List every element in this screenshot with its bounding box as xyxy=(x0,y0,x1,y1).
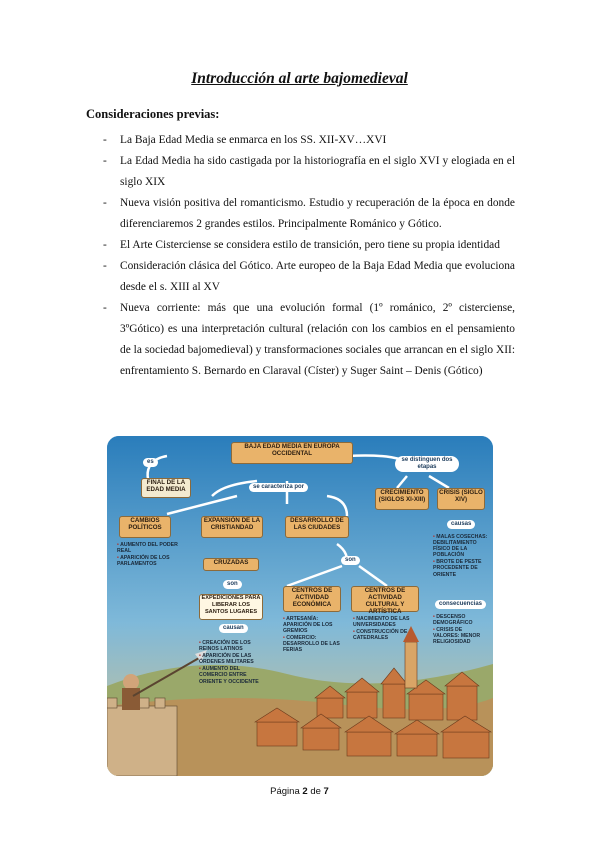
list-item: • CONSTRUCCIÓN DE CATEDRALES xyxy=(353,629,419,641)
list-item xyxy=(103,235,515,256)
box-centros-culturales: CENTROS DE ACTIVIDAD CULTURAL Y ARTÍSTICA xyxy=(351,586,419,612)
box-centros-economicos: CENTROS DE ACTIVIDAD ECONÓMICA xyxy=(283,586,341,612)
bullet-dash: - xyxy=(103,134,107,146)
label-consecuencias: consecuencias xyxy=(435,600,486,609)
footer-page-number: 2 xyxy=(302,786,308,797)
list-item: • AUMENTO DEL COMERCIO ENTRE ORIENTE Y OCCIDENTE xyxy=(199,666,269,684)
box-desarrollo-ciudades: DESARROLLO DE LAS CIUDADES xyxy=(285,516,349,538)
bullet-dash: - xyxy=(103,155,107,167)
bullet-dash: - xyxy=(103,197,107,209)
page-footer xyxy=(0,786,599,797)
causas-list xyxy=(433,534,489,579)
list-item: • CRISIS DE VALORES: MENOR RELIGIOSIDAD xyxy=(433,627,489,645)
footer-page-total: 7 xyxy=(323,786,329,797)
box-crecimiento: CRECIMIENTO (SIGLOS XI-XIII) xyxy=(375,488,429,510)
list-item xyxy=(103,151,515,193)
list-item xyxy=(103,298,515,382)
label-se-caracteriza: se caracteriza por xyxy=(249,483,308,492)
box-final-edad-media: FINAL DE LA EDAD MEDIA xyxy=(141,478,191,498)
consecuencias-list xyxy=(433,614,489,646)
bullet-text: La Edad Media ha sido castigada por la historiografía en el siglo XVI y elogiada en el siglo XIX xyxy=(120,155,515,188)
list-item xyxy=(103,130,515,151)
cultural-list xyxy=(353,616,419,642)
bullet-list xyxy=(103,130,515,382)
list-item: • APARICIÓN DE LAS ÓRDENES MILITARES xyxy=(199,653,269,665)
label-causas: causas xyxy=(447,520,475,529)
label-son-1: son xyxy=(223,580,242,589)
bullet-dash: - xyxy=(103,239,107,251)
bullet-text: El Arte Cisterciense se considera estilo de transición, pero tiene su propia identidad xyxy=(120,239,500,251)
concept-map-illustration xyxy=(107,436,493,776)
cruzadas-list xyxy=(199,640,269,686)
economico-list xyxy=(283,616,343,655)
list-item: • DESCENSO DEMOGRÁFICO xyxy=(433,614,489,626)
footer-middle: de xyxy=(307,786,324,797)
box-expansion-cristiandad: EXPANSIÓN DE LA CRISTIANDAD xyxy=(201,516,263,538)
box-cruzadas-def: EXPEDICIONES PARA LIBERAR LOS SANTOS LUGARES xyxy=(199,594,263,620)
list-item: • MALAS COSECHAS: DEBILITAMIENTO FÍSICO DE LA POBLACIÓN xyxy=(433,534,489,558)
diagram-main-title: BAJA EDAD MEDIA EN EUROPA OCCIDENTAL xyxy=(231,442,353,464)
label-se-distinguen: se distinguen dos etapas xyxy=(395,456,459,472)
footer-prefix: Página xyxy=(270,786,303,797)
bullet-text: La Baja Edad Media se enmarca en los SS. XII-XV…XVI xyxy=(120,134,387,146)
label-causan: causan xyxy=(219,624,248,633)
list-item: • BROTE DE PESTE PROCEDENTE DE ORIENTE xyxy=(433,559,489,577)
list-item: • CREACIÓN DE LOS REINOS LATINOS xyxy=(199,640,269,652)
box-cruzadas: CRUZADAS xyxy=(203,558,259,571)
list-item xyxy=(103,193,515,235)
bullet-text: Consideración clásica del Gótico. Arte europeo de la Baja Edad Media que evoluciona desde el s. XIII al XV xyxy=(120,260,515,293)
box-cambios-politicos: CAMBIOS POLÍTICOS xyxy=(119,516,171,538)
section-heading: Consideraciones previas: xyxy=(86,107,220,121)
list-item: • COMERCIO: DESARROLLO DE LAS FERIAS xyxy=(283,635,343,653)
list-item: • ARTESANÍA: APARICIÓN DE LOS GREMIOS xyxy=(283,616,343,634)
list-item xyxy=(103,256,515,298)
list-item: • AUMENTO DEL PODER REAL xyxy=(117,542,179,554)
list-item: • APARICIÓN DE LOS PARLAMENTOS xyxy=(117,555,179,567)
bullet-text: Nueva corriente: más que una evolución formal (1º románico, 2º cisterciense, 3ºGótico) es una interpretación cultural (relación con los cambios en el pensamiento de la sociedad bajomedieval) y transformaciones sociales que arrancan en el siglo XII: enfrentamiento S. Bernardo en Claraval (Císter) y Suger Saint – Denis (Gótico) xyxy=(120,302,515,377)
list-item: • NACIMIENTO DE LAS UNIVERSIDADES xyxy=(353,616,419,628)
label-es: es xyxy=(143,458,158,467)
page-title: Introducción al arte bajomedieval xyxy=(191,70,408,87)
bullet-dash: - xyxy=(103,260,107,272)
label-son-2: son xyxy=(341,556,360,565)
cambios-list xyxy=(117,542,179,568)
bullet-dash: - xyxy=(103,302,107,314)
bullet-text: Nueva visión positiva del romanticismo. Estudio y recuperación de la época en donde diferenciaremos 2 grandes estilos. Principalmente Románico y Gótico. xyxy=(120,197,515,230)
box-crisis: CRISIS (SIGLO XIV) xyxy=(437,488,485,510)
